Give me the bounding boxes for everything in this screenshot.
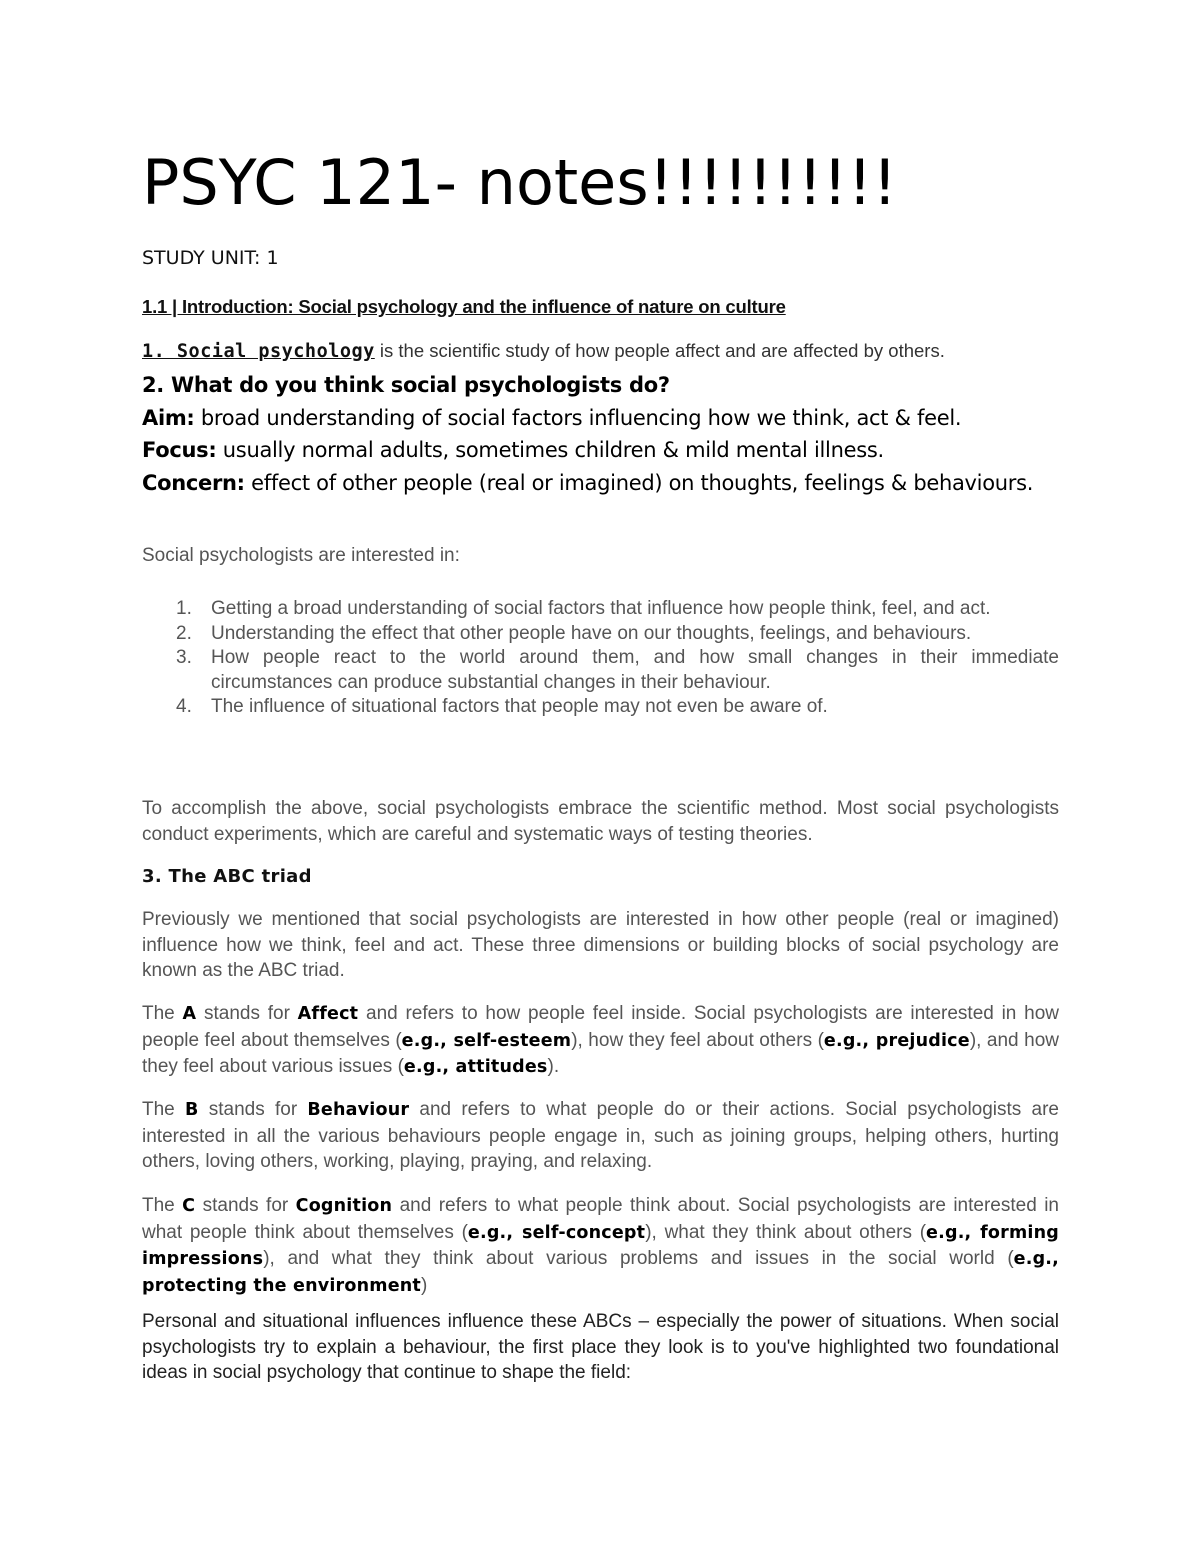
list-item (142, 695, 1059, 720)
cognition-text-3: and refers to what people think about. Social psychologists are interested in what people think about themselves ( (142, 1195, 1059, 1243)
definition-term: 1. Social psychology (142, 341, 375, 362)
interested-intro: Social psychologists are interested in: (142, 545, 460, 566)
cognition-text-6: ) (421, 1274, 428, 1296)
behaviour-word: Behaviour (307, 1100, 410, 1120)
abc-intro-paragraph: Previously we mentioned that social psychologists are interested in how other people (real or imagined) influence how we think, feel and act. These three dimensions or building blocks of social psychology are known as the ABC triad. (142, 909, 1059, 982)
concern-line (142, 467, 1059, 500)
affect-paragraph (142, 1001, 1059, 1081)
list-item-text: How people react to the world around them, and how small changes in their immediate circumstances can produce substantial changes in their behaviour. (211, 647, 1059, 693)
list-item-number: 3. (176, 647, 192, 668)
affect-letter: A (182, 1004, 197, 1024)
method-paragraph: To accomplish the above, social psychologists embrace the scientific method. Most social psychologists conduct experiments, which are careful and systematic ways of testing theories. (142, 798, 1059, 845)
document-title: PSYC 121- notes!!!!!!!!!! (142, 146, 898, 219)
affect-example-3: e.g., attitudes (403, 1057, 548, 1078)
affect-text-1: The (142, 1003, 183, 1024)
list-item-text: Understanding the effect that other people have on our thoughts, feelings, and behaviours. (211, 622, 972, 644)
behaviour-letter: B (184, 1100, 199, 1120)
behaviour-text-3: and refers to what people do or their actions. Social psychologists are interested in all the various behaviours people engage in, such as joining groups, helping others, hurting others, loving others, working, playing, praying, and relaxing. (142, 1099, 1059, 1173)
cognition-text-5: ), and what they think about various problems and issues in the social world ( (263, 1248, 1014, 1270)
concern-text: effect of other people (real or imagined) on thoughts, feelings & behaviours. (244, 470, 1034, 495)
affect-text-5: ), and how they feel about various issues ( (142, 1029, 1059, 1078)
list-item-text: Getting a broad understanding of social factors that influence how people think, feel, and act. (211, 598, 991, 619)
definition-line (142, 340, 945, 362)
definition-text: is the scientific study of how people affect and are affected by others. (374, 340, 945, 361)
aim-text: broad understanding of social factors influencing how we think, act & feel. (194, 405, 962, 430)
affect-text-2: stands for (196, 1003, 298, 1024)
cognition-example-3: e.g., protecting the environment (142, 1249, 1059, 1296)
question-block (142, 369, 1059, 499)
cognition-word: Cognition (295, 1196, 393, 1216)
interests-list (142, 597, 1059, 720)
cognition-example-2: e.g., forming impressions (142, 1222, 1060, 1270)
final-paragraph: Personal and situational influences influence these ABCs – especially the power of situations. When social psychologists try to explain a behaviour, the first place they look is to you've highlighted two foundational ideas in social psychology that continue to shape the field: (142, 1311, 1059, 1384)
focus-text: usually normal adults, sometimes children & mild mental illness. (216, 438, 884, 463)
list-item-number: 2. (176, 622, 192, 644)
concern-label: Concern: (142, 470, 245, 495)
affect-text-6: ). (547, 1056, 560, 1078)
behaviour-paragraph (142, 1097, 1059, 1175)
list-item-number: 1. (176, 598, 192, 619)
affect-example-1: e.g., self-esteem (401, 1030, 572, 1051)
focus-line (142, 434, 1059, 467)
list-item (142, 646, 1059, 695)
cognition-example-1: e.g., self-concept (467, 1222, 646, 1243)
cognition-paragraph (142, 1193, 1059, 1299)
abc-heading: 3. The ABC triad (142, 866, 312, 887)
cognition-letter: C (182, 1196, 196, 1216)
affect-word: Affect (297, 1004, 359, 1024)
affect-text-4: ), how they feel about others ( (571, 1029, 824, 1051)
list-item (142, 597, 1059, 622)
list-item-text: The influence of situational factors that people may not even be aware of. (211, 696, 828, 717)
cognition-text-1: The (142, 1195, 183, 1216)
affect-example-2: e.g., prejudice (823, 1030, 970, 1051)
list-item-number: 4. (176, 696, 192, 717)
list-item (142, 622, 1059, 647)
cognition-text-2: stands for (195, 1195, 296, 1216)
cognition-text-4: ), what they think about others ( (645, 1221, 927, 1243)
aim-label: Aim: (142, 405, 195, 430)
aim-line (142, 402, 1059, 435)
question-title: 2. What do you think social psychologists do? (142, 373, 670, 397)
behaviour-text-1: The (142, 1099, 185, 1120)
section-heading: 1.1 | Introduction: Social psychology and the influence of nature on culture (142, 296, 786, 317)
study-unit-label: STUDY UNIT: 1 (142, 247, 279, 269)
focus-label: Focus: (142, 438, 217, 463)
behaviour-text-2: stands for (198, 1099, 308, 1120)
affect-text-3: and refers to how people feel inside. Social psychologists are interested in how people feel about themselves ( (142, 1003, 1059, 1051)
